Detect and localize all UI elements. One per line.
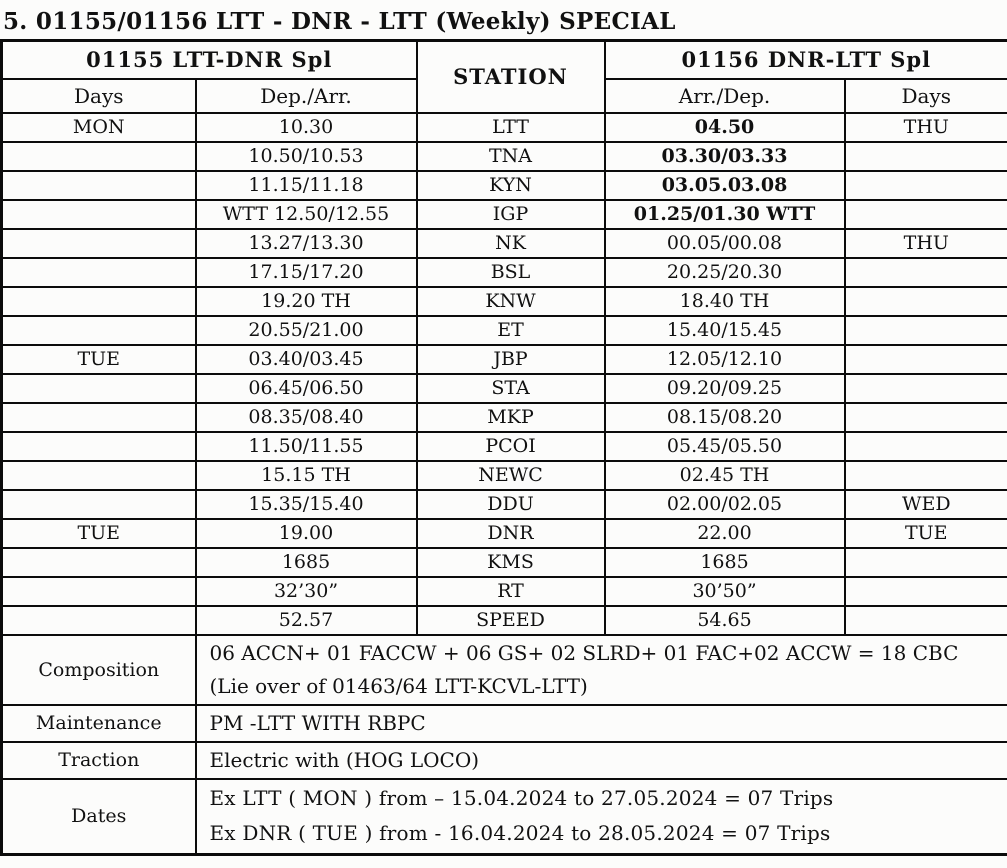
timetable-row [2,432,1007,461]
day-left-cell [2,403,196,432]
day-left-cell [2,229,196,258]
day-left-cell [2,142,196,171]
arr-dep-cell: 04.50 [605,113,845,142]
station-cell: KNW [417,287,605,316]
day-right-cell [845,461,1007,490]
day-right-cell [845,432,1007,461]
timetable-row [2,403,1007,432]
arr-dep-cell: 00.05/00.08 [605,229,845,258]
dates-line1: Ex LTT ( MON ) from – 15.04.2024 to 27.05.2024 = 07 Trips [209,786,834,811]
timetable-row [2,519,1007,548]
timetable-row [2,490,1007,519]
arr-dep-cell: 22.00 [605,519,845,548]
days-right-header: Days [845,79,1007,113]
arr-dep-cell: 03.05.03.08 [605,171,845,200]
timetable-row [2,287,1007,316]
dep-arr-cell: 10.30 [196,113,417,142]
day-right-cell [845,345,1007,374]
station-cell: NK [417,229,605,258]
station-cell: RT [417,577,605,606]
timetable-row [2,548,1007,577]
day-right-cell: THU [845,229,1007,258]
timetable-row [2,258,1007,287]
day-left-cell [2,374,196,403]
arr-dep-cell: 18.40 TH [605,287,845,316]
day-right-cell [845,374,1007,403]
day-left-cell [2,490,196,519]
dep-arr-cell: 11.15/11.18 [196,171,417,200]
day-right-cell [845,142,1007,171]
station-column-header: STATION [417,41,605,113]
day-left-cell [2,287,196,316]
composition-line1: 06 ACCN+ 01 FACCW + 06 GS+ 02 SLRD+ 01 FAC+02 ACCW = 18 CBC [209,640,959,665]
station-cell: STA [417,374,605,403]
arr-dep-cell: 03.30/03.33 [605,142,845,171]
dep-arr-cell: 1685 [196,548,417,577]
station-cell: JBP [417,345,605,374]
timetable-row [2,316,1007,345]
train-header-row [2,41,1007,79]
dates-line2: Ex DNR ( TUE ) from - 16.04.2024 to 28.05.2024 = 07 Trips [209,821,831,846]
day-left-cell [2,171,196,200]
composition-label: Composition [2,635,196,705]
dep-arr-cell: 13.27/13.30 [196,229,417,258]
composition-value [196,635,1007,705]
station-cell: DNR [417,519,605,548]
traction-label: Traction [2,742,196,779]
timetable-row [2,200,1007,229]
arr-dep-header: Arr./Dep. [605,79,845,113]
day-left-cell: TUE [2,519,196,548]
timetable-body [2,113,1007,635]
arr-dep-cell: 54.65 [605,606,845,635]
info-section [2,635,1007,855]
arr-dep-cell: 05.45/05.50 [605,432,845,461]
dep-arr-cell: 11.50/11.55 [196,432,417,461]
day-left-cell [2,258,196,287]
day-right-cell [845,548,1007,577]
day-right-cell [845,606,1007,635]
station-cell: PCOI [417,432,605,461]
timetable-row [2,229,1007,258]
dep-arr-cell: 08.35/08.40 [196,403,417,432]
timetable-table [0,39,1007,856]
maintenance-row [2,705,1007,742]
timetable-row [2,345,1007,374]
dep-arr-cell: 17.15/17.20 [196,258,417,287]
train-right-header: 01156 DNR-LTT Spl [605,41,1007,79]
arr-dep-cell: 02.45 TH [605,461,845,490]
station-cell: KYN [417,171,605,200]
station-cell: SPEED [417,606,605,635]
day-left-cell [2,577,196,606]
day-left-cell [2,606,196,635]
station-cell: KMS [417,548,605,577]
day-left-cell [2,200,196,229]
arr-dep-cell: 08.15/08.20 [605,403,845,432]
maintenance-label: Maintenance [2,705,196,742]
day-right-cell [845,316,1007,345]
timetable-row [2,113,1007,142]
dep-arr-cell: 19.20 TH [196,287,417,316]
timetable-row [2,142,1007,171]
timetable-row [2,461,1007,490]
arr-dep-cell: 20.25/20.30 [605,258,845,287]
dates-row [2,779,1007,855]
dates-value [196,779,1007,855]
page-title: 5. 01155/01156 LTT - DNR - LTT (Weekly) SPECIAL [3,8,676,35]
day-left-cell [2,548,196,577]
day-right-cell [845,403,1007,432]
day-left-cell: MON [2,113,196,142]
day-left-cell [2,432,196,461]
day-left-cell [2,316,196,345]
timetable-row [2,374,1007,403]
timetable-row [2,606,1007,635]
arr-dep-cell: 1685 [605,548,845,577]
arr-dep-cell: 12.05/12.10 [605,345,845,374]
dep-arr-cell: 52.57 [196,606,417,635]
day-left-cell: TUE [2,345,196,374]
dep-arr-cell: 20.55/21.00 [196,316,417,345]
day-left-cell [2,461,196,490]
station-cell: MKP [417,403,605,432]
traction-value: Electric with (HOG LOCO) [196,742,1007,779]
train-left-header: 01155 LTT-DNR Spl [2,41,417,79]
dep-arr-cell: 15.15 TH [196,461,417,490]
dep-arr-cell: 15.35/15.40 [196,490,417,519]
day-right-cell: TUE [845,519,1007,548]
station-cell: NEWC [417,461,605,490]
dep-arr-header: Dep./Arr. [196,79,417,113]
station-cell: TNA [417,142,605,171]
arr-dep-cell: 02.00/02.05 [605,490,845,519]
timetable-row [2,577,1007,606]
days-left-header: Days [2,79,196,113]
station-cell: DDU [417,490,605,519]
arr-dep-cell: 15.40/15.45 [605,316,845,345]
arr-dep-cell: 30’50” [605,577,845,606]
day-right-cell: WED [845,490,1007,519]
dep-arr-cell: 03.40/03.45 [196,345,417,374]
day-right-cell [845,287,1007,316]
maintenance-value: PM -LTT WITH RBPC [196,705,1007,742]
timetable-row [2,171,1007,200]
station-cell: ET [417,316,605,345]
station-cell: LTT [417,113,605,142]
dep-arr-cell: 10.50/10.53 [196,142,417,171]
dep-arr-cell: 19.00 [196,519,417,548]
station-cell: IGP [417,200,605,229]
dep-arr-cell: 32’30” [196,577,417,606]
arr-dep-cell: 09.20/09.25 [605,374,845,403]
day-right-cell [845,200,1007,229]
composition-row [2,635,1007,705]
day-right-cell [845,258,1007,287]
day-right-cell: THU [845,113,1007,142]
dep-arr-cell: 06.45/06.50 [196,374,417,403]
arr-dep-cell: 01.25/01.30 WTT [605,200,845,229]
traction-row [2,742,1007,779]
day-right-cell [845,577,1007,606]
dep-arr-cell: WTT 12.50/12.55 [196,200,417,229]
dates-label: Dates [2,779,196,855]
composition-line2: (Lie over of 01463/64 LTT-KCVL-LTT) [209,673,588,698]
station-cell: BSL [417,258,605,287]
day-right-cell [845,171,1007,200]
